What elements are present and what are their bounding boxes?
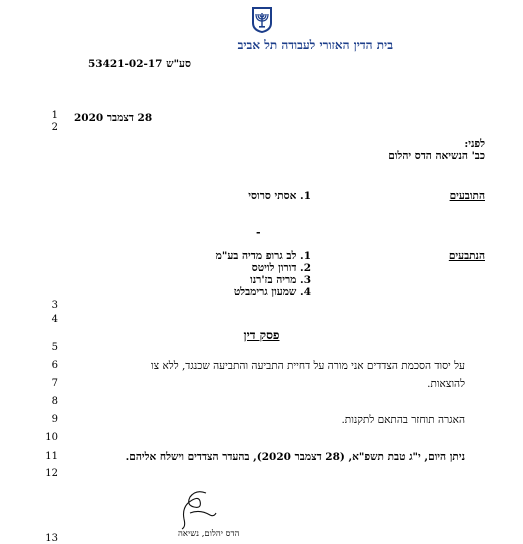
line-number: 1 <box>51 110 58 121</box>
before-label: לפני: <box>464 138 485 150</box>
line-number: 5 <box>51 342 58 353</box>
verdict-paragraph-line: להוצאות. <box>427 378 465 390</box>
parties-separator: - <box>256 226 261 239</box>
document-date: 28 דצמבר 2020 <box>74 112 153 124</box>
verdict-paragraph-line: על יסוד הסכמת הצדדים אני מורה על דחיית התביעה והתביעה שכנגד, ללא צו <box>150 360 465 372</box>
line-number: 4 <box>51 314 58 325</box>
line-number: 10 <box>45 432 58 443</box>
state-emblem-icon <box>250 6 274 34</box>
plaintiffs-label: התובעים <box>449 190 485 202</box>
court-name: בית הדין האזורי לעבודה תל אביב <box>237 38 393 52</box>
given-statement: ניתן היום, י"ג טבת תשפ"א, (28 דצמבר 2020), בהעדר הצדדים וישלח אליהם. <box>125 451 465 463</box>
verdict-title: פסק דין <box>243 328 280 342</box>
line-number: 8 <box>51 396 58 407</box>
defendant-item: 4. שמעון גרימבלט <box>233 286 311 298</box>
case-number: סע"ש 53421-02-17 <box>88 58 191 70</box>
defendant-item: 1. לב גרופ מדיה בע"מ <box>215 250 311 262</box>
defendants-label: הנתבעים <box>448 250 485 262</box>
plaintiff-item: 1. אסתי סרוסי <box>248 190 311 202</box>
line-number: 13 <box>45 533 58 544</box>
signature-caption: הדס יהלום, נשיאה <box>178 529 240 539</box>
verdict-paragraph-line: האגרה תוחזר בהתאם לתקנות. <box>341 414 465 426</box>
defendant-item: 3. מריה בז'רנו <box>250 274 311 286</box>
defendant-item: 2. דורון לויטס <box>251 262 311 274</box>
line-number: 6 <box>51 360 58 371</box>
line-number: 7 <box>51 378 58 389</box>
line-number: 3 <box>51 300 58 311</box>
handwritten-signature-icon <box>176 487 220 531</box>
line-number: 12 <box>45 468 58 479</box>
judge-name: כב' הנשיאה הדס יהלום <box>388 150 485 162</box>
line-number: 2 <box>51 122 58 133</box>
line-number: 11 <box>45 451 58 462</box>
line-number: 9 <box>51 414 58 425</box>
